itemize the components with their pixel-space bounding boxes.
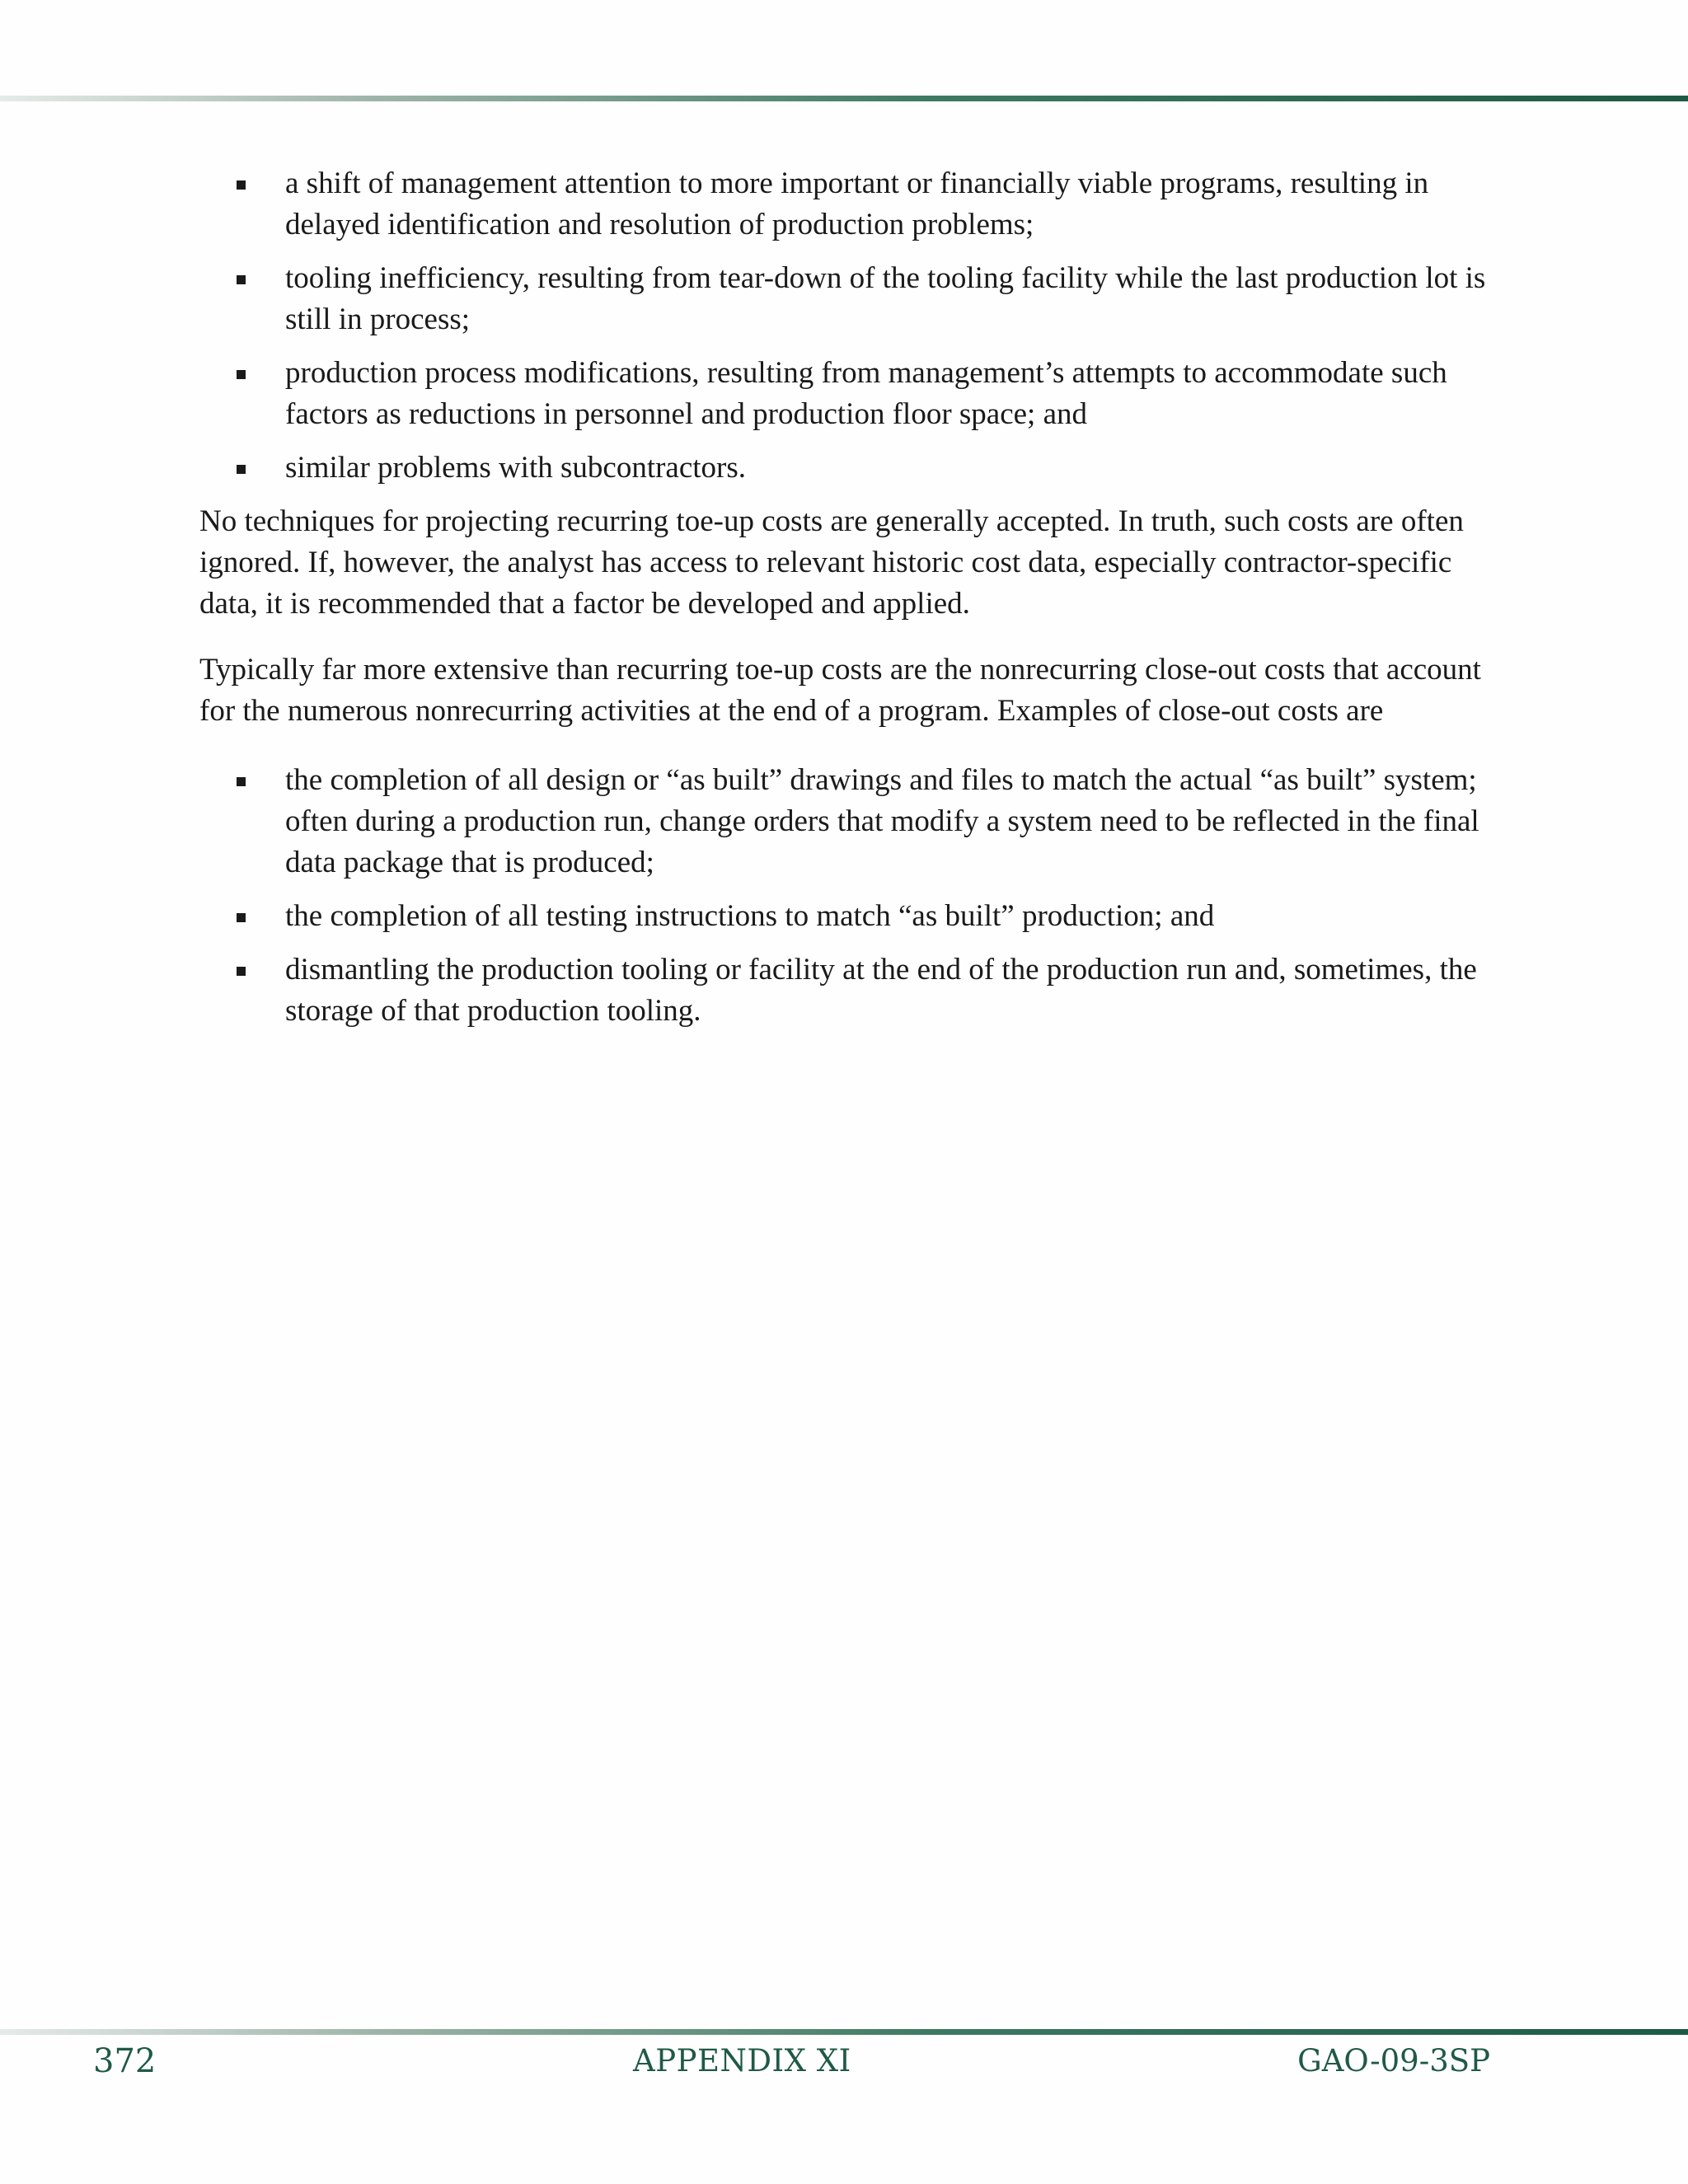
square-bullet-icon xyxy=(237,777,246,786)
square-bullet-icon xyxy=(237,913,246,922)
square-bullet-icon xyxy=(237,967,246,976)
main-content xyxy=(199,163,1493,1044)
list-item xyxy=(199,448,1493,489)
list-item-text: the completion of all testing instructions to match “as built” production; and xyxy=(285,899,1215,933)
square-bullet-icon xyxy=(237,465,246,474)
square-bullet-icon xyxy=(237,275,246,284)
list-item-text: tooling inefficiency, resulting from tear-down of the tooling facility while the last production lot is still in process; xyxy=(285,261,1486,336)
list-item xyxy=(199,949,1493,1032)
square-bullet-icon xyxy=(237,180,246,190)
bullet-list-problems xyxy=(199,163,1493,489)
list-item xyxy=(199,163,1493,246)
section-title: APPENDIX XI xyxy=(633,2043,851,2079)
list-item-text: similar problems with subcontractors. xyxy=(285,451,747,485)
list-item-text: dismantling the production tooling or facility at the end of the production run and, sometimes, the storage of that production tooling. xyxy=(285,953,1477,1028)
footer-rule xyxy=(0,2029,1688,2035)
page-number: 372 xyxy=(93,2042,157,2080)
list-item xyxy=(199,760,1493,883)
page-footer xyxy=(0,2038,1688,2088)
list-item-text: the completion of all design or “as built” drawings and files to match the actual “as built” system; often during a production run, change orders that modify a system need to be reflected in the final data package that is produced; xyxy=(285,763,1479,879)
bullet-list-close-out-examples xyxy=(199,760,1493,1032)
paragraph-toe-up-costs: No techniques for projecting recurring toe-up costs are generally accepted. In truth, such costs are often ignored. If, however, the analyst has access to relevant historic cost data, especially contractor-specific data, it is recommended that a factor be developed and applied. xyxy=(199,504,1464,621)
square-bullet-icon xyxy=(237,370,246,379)
list-item xyxy=(199,258,1493,340)
list-item xyxy=(199,353,1493,435)
paragraph-close-out-costs: Typically far more extensive than recurring toe-up costs are the nonrecurring close-out costs that account for the numerous nonrecurring activities at the end of a program. Examples of close-out costs are xyxy=(199,653,1481,728)
list-item-text: production process modifications, resulting from management’s attempts to accommodate such factors as reductions in personnel and production floor space; and xyxy=(285,356,1447,431)
document-id: GAO-09-3SP xyxy=(1297,2043,1490,2079)
list-item-text: a shift of management attention to more important or financially viable programs, resulting in delayed identification and resolution of production problems; xyxy=(285,166,1429,241)
header-rule xyxy=(0,96,1688,101)
list-item xyxy=(199,896,1493,937)
